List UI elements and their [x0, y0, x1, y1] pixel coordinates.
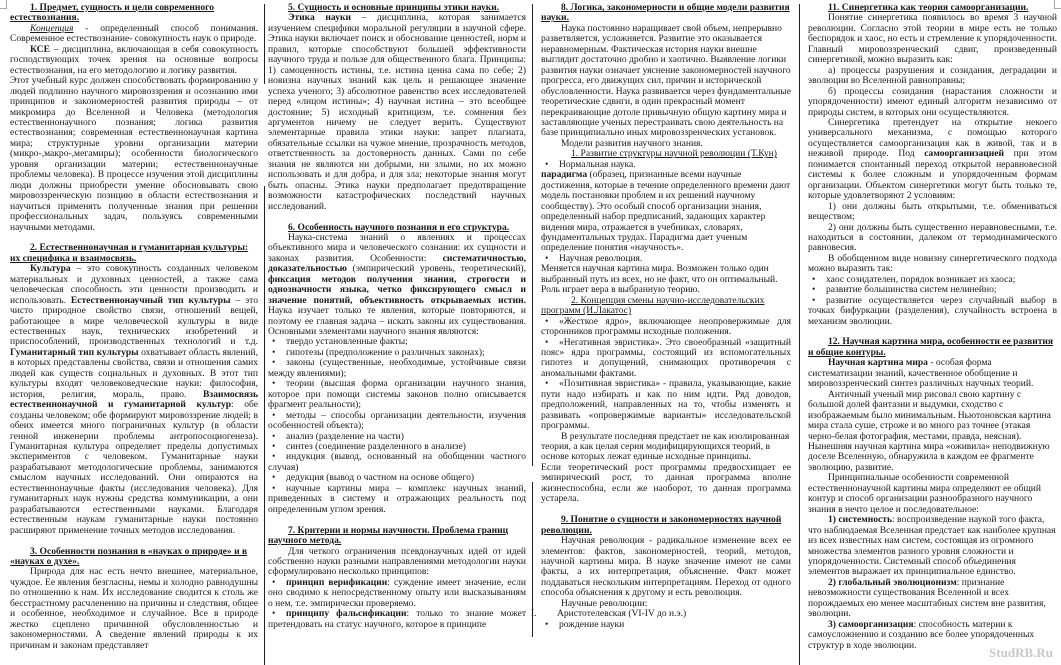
bullet-icon: • — [272, 482, 276, 494]
text-run: 7. Критерии и нормы научности. Проблема границ научного метода. — [268, 524, 509, 547]
bullet-icon: • — [272, 336, 276, 348]
text-run: : способность материи к самоусложнению и созданию все более упорядоченных структур в ходе эволюции. — [808, 618, 1035, 651]
change-bar — [264, 4, 265, 84]
section-heading — [10, 547, 258, 568]
paragraph — [10, 45, 258, 76]
text-run: : суждение имеет значение, если оно сводимо к непосредственному опыту или высказываниям о нем, т.е. эмпирически проверяемо. — [268, 576, 526, 609]
text-run: Научная революция. — [559, 252, 643, 264]
paragraph — [10, 24, 258, 45]
change-bar — [264, 186, 265, 665]
paragraph — [268, 13, 526, 212]
paragraph — [808, 620, 1057, 651]
paragraph — [808, 358, 1057, 389]
paragraph — [808, 254, 1057, 275]
bold-term: самоорганизацией — [924, 148, 1005, 160]
text-run: хаос созидателен, порядок возникает из хаоса; — [826, 273, 1016, 285]
paragraph — [808, 223, 1057, 254]
bold-term: Естественнонаучный тип культуры — [70, 294, 231, 306]
bold-term: Взаимосвязь естественнонаучной и гуманитарной культур — [10, 388, 258, 411]
text-run: дедукция (вывод о частном на основе общего) — [286, 472, 475, 484]
text-run: индукция (вывод, основанный на обобщении частного случая) — [268, 451, 526, 473]
text-run: «Негативная эвристика». Это своеобразный «защитный пояс» ядра программы, состоящий из вспомогательных гипотез и допущений, снимающих противоречия с аномальными фактами. — [541, 336, 791, 379]
paragraph — [541, 432, 791, 463]
text-run: (образец, признанные всеми научные достижения, которые в течение определенного времени дают модель постановки проблем и их решений научному сообществу). Это особый способ организации знания, определенный набор предписаний, задающих характер видения мира, отражается в учебниках, словарях, фундаментальных трудах. Парадигма дает ученым определение понятия «научность». — [541, 169, 791, 254]
list-item — [541, 317, 791, 338]
text-run: 1. Предмет, сущность и цели современного естествознания. — [10, 2, 215, 24]
text-run: гипотезы (предположение о различных законах); — [286, 346, 485, 358]
text-run: Нормальная наука. — [559, 158, 636, 170]
bullet-icon: • — [272, 378, 276, 390]
watermark: StudRB.Ru — [989, 645, 1053, 660]
text-run: – дисциплина, включающая в себя совокупность господствующих точек зрения на основные вопросы естествознания, на его методологию и логику развития. — [10, 43, 258, 76]
paragraph — [808, 87, 1057, 118]
paragraph — [808, 390, 1057, 474]
list-item — [541, 338, 791, 380]
paragraph — [10, 76, 258, 233]
list-item — [268, 452, 526, 473]
paragraph — [268, 233, 526, 338]
text-run: – это совокупность созданных человеком материальных и духовных ценностей, а также сама человеческая способность эти ценности производить и использовать. — [10, 263, 258, 306]
text-run: – это чисто природное свойство связи, отношений вещей, работающее в мире человеческой культуры в виде естественных наук, технических изобретений и приспособлений, производственных технологий и т.д. — [10, 294, 259, 348]
bullet-icon: • — [272, 441, 276, 453]
text-run: при этом понимается спонтанный переход открытой неравновесной системы к более сложным и упорядоченным формам организации. Объектом синергетики могут быть только те, которые удовлетворяют 2 условиям: — [808, 148, 1057, 202]
bold-term: фиксация методов получения знания, строгости и однозначности языка, четко фиксирующего смысл и значение понятий, объективность открываемых истин. — [268, 273, 526, 306]
list-item — [268, 578, 526, 609]
paragraph — [541, 24, 791, 139]
text-run: 11. Синергетика как теория самоорганизации. — [828, 2, 1029, 13]
text-run: развитие большинства систем нелинейно; — [826, 284, 997, 296]
section-heading — [808, 337, 1057, 358]
bullet-icon: • — [545, 336, 549, 348]
change-bar — [532, 4, 533, 466]
bold-term: Научная картина мира — [828, 357, 928, 369]
change-bar — [799, 4, 800, 665]
text-run: 1) они должны быть открытыми, т.е. обмениваться веществом; — [808, 200, 1057, 223]
bold-term: 2) глобальный эволюционизм — [828, 576, 957, 588]
text-run: Если теоретический рост программы предвосхищает ее эмпирический рост, то данная программа вполне жизнеспособна, если же наоборот, то данная программа устарела. — [541, 461, 791, 505]
text-run: методы – способы организации деятельности, изучения особенностей объекта); — [268, 409, 526, 432]
text-run: : признание невозможности существования Вселенной и всех порождаемых ею менее масштабных систем вне развития, эволюции. — [808, 576, 1046, 620]
text-run: В обобщенном виде новизну синергетического подхода можно выразить так: — [808, 252, 1057, 275]
bold-term: парадигма — [541, 169, 588, 181]
text-run: 2) они должны быть существенно неравновесными, т.е. находиться в состоянии, далеком от термодинамического равновесия. — [808, 221, 1057, 254]
list-item — [268, 358, 526, 379]
section-heading — [541, 3, 791, 24]
text-run: теории (высшая форма организации научного знания, которое при помощи системы законов полно описывается фрагмент реальности); — [268, 378, 526, 411]
section-heading — [10, 243, 258, 264]
text-run: анализ (разделение на части) — [286, 430, 404, 442]
paragraph — [808, 473, 1057, 515]
bold-term: Этика науки — [288, 12, 351, 24]
text-run: «Жесткое ядро», включающее неопровержимые для сторонников программы исходные положения. — [541, 315, 791, 338]
text-run: законы (существенные, необходимые, устойчивые связи между явлениями); — [268, 357, 526, 379]
text-run: 6. Особенность научного познания и его структура. — [288, 221, 510, 233]
text-run: развитие осуществляется через случайный выбор в точках бифуркации (разделения), случайность встроена в механизм эволюции. — [808, 294, 1057, 327]
text-run: Для четкого ограничения псевдонаучных идей от идей собственно науки разными направлениями методологии науки сформулировано несколько принципов: — [268, 545, 526, 578]
paragraph — [808, 13, 1057, 65]
bold-term: систематичностью, доказательностью — [268, 252, 526, 275]
text-run: : только то знание может претендовать на статус научного, которое в принципе — [268, 608, 526, 630]
text-run: : воспроизведение наукой того факта, что наблюдаемая Вселенная предстает как наиболее крупная из всех известных нам систем, состоящая из огромного множества элементов разного уровня сложности и упорядоченности. Системный способ объединения элементов выражает их принципиальное единство. — [808, 514, 1056, 578]
text-run: Наука изучает только те явления, которые повторяются, и поэтому ее главная задача – искать законы их существования. Основными элементами научного знания являются: — [268, 305, 526, 338]
text-run: 8. Логика, закономерности и общие модели развития науки. — [541, 2, 790, 24]
text-run: охватывает область явлений, в которых представлены свойства, связи и отношения самих людей как существ социальных и духовных. В этот тип культуры входят человековедческие науки: философия, история, религия, мораль, право. — [10, 346, 258, 400]
bullet-icon: • — [272, 430, 276, 442]
paragraph — [808, 118, 1057, 202]
paragraph — [10, 264, 258, 536]
paragraph — [268, 547, 526, 578]
text-run: б) процессы созидания (нарастания сложности и упорядоченности) имеют единый алгоритм независимо от природы систем, в которых они осуществляются. — [808, 85, 1057, 118]
text-run: 9. Понятие о сущности и закономерностях научной революции. — [541, 514, 782, 536]
section-heading — [10, 3, 258, 24]
paragraph — [808, 66, 1057, 87]
bullet-icon: • — [272, 346, 276, 358]
text-run: Научные революции: — [561, 597, 648, 609]
bullet-icon: • — [545, 618, 549, 630]
text-run: Наука постоянно наращивает свой объем, непрерывно разветвляется, усложняется. Развитие это оказывается неравномерным. Фактическая история науки внешне выглядит достаточно дробно и хаотично. Выявление логики развития науки означает уяснение закономерностей научного прогресса, его движущих сил, причин и исторической обусловленности. Наука развивается через фундаментальные теоретические сдвиги, в один прекрасный момент перекраивающие дотоле привычную общую картину мира и заставляющие ученых перестраивать свою деятельность на базе принципиально иных мировоззренческих установок. — [541, 22, 791, 139]
text-run: - определенный способ понимания. Современное естествознание- совокупность наук о природе. — [10, 22, 258, 45]
text-run: (эмпирический уровень, теоретический), — [346, 263, 526, 275]
text-run: Научная революция - радикальное изменение всех ее элементов: фактов, закономерностей, теорий, методов, научной картины мира. В науке значение имеют не сами факты, а их интерпретация, объяснение. Факт может поддаваться нескольким интерпретациям. Переход от одного способа объяснения к другому и есть революция. — [541, 535, 791, 599]
list-item — [808, 296, 1057, 327]
paragraph — [808, 578, 1057, 620]
list-item — [268, 411, 526, 432]
text-run: - особая форма систематизации знаний, качественное обобщение и мировоззренческий синтез различных научных теорий. — [808, 357, 1034, 390]
bold-term: принципу фальсификации — [286, 608, 407, 620]
text-run: В результате последняя предстает не как изолированная теория, а как целая серия модифицирующихся теорий, в основе которых лежат единые исходные принципы. — [541, 430, 790, 463]
column-1 — [10, 3, 258, 663]
section-heading — [268, 526, 526, 547]
text-run: Наука-система знаний о явлениях и процессах объективного мира и человеческого сознания: их сущности и законах развития. Особенности: — [268, 231, 526, 264]
bullet-icon: • — [812, 294, 816, 306]
paragraph — [541, 463, 791, 505]
text-run: Понятие синергетика появилось во время 3 научной революции. Согласно этой теории в мире есть не только беспорядок и хаос, но есть и стремление к упорядоченности. Главный мировоззренческий сдвиг, произведенный синергетикой, можно выразить как: — [808, 12, 1057, 66]
bullet-icon: • — [812, 284, 816, 296]
paragraph — [10, 567, 258, 651]
bold-term: принцип верификации — [286, 576, 388, 588]
section-heading — [541, 515, 791, 536]
text-run: научные картины мира – комплекс научных знаний, приведенных в систему и отражающих реальность под определенным углом зрения. — [268, 482, 526, 515]
subheading — [541, 296, 791, 317]
bold-term: Гуманитарный тип культуры — [10, 346, 139, 358]
bullet-icon: • — [272, 608, 276, 620]
list-item — [268, 379, 526, 410]
column-4 — [808, 3, 1057, 663]
text-run: : обе созданы человеком; обе формируют мировоззрение людей; в обеих имеется много пограничных культур (в области генной инженерии проблемы антропосоциогенеза). Гуманитарная культура определяет пределы допустимых экспериментов с человеком. Гуманитарные науки разрабатывают методологические проблемы, занимаются смыслом научных исследований. Они опираются на естественнонаучные факты (исследования человека). Для гуманитарных наук нужны средства коммуникации, а они разрабатываются естественными науками. Благодаря естественным наукам гуманитарные науки постоянно расширяют применение точных методов исследования. — [10, 399, 258, 536]
list-item — [268, 484, 526, 515]
bold-term: Культура — [30, 263, 71, 275]
list-item — [541, 620, 791, 630]
text-run: – дисциплина, которая занимается изучением специфики моральной регуляции в научной сфере. Этика науки включает поиск и обоснование ценностей, норм и правил, которые способствуют большей эффективности научного труда и пользе для общественного блага. Принципы: 1) самоценность истины, т.е. истина ценна сама по себе; 2) новизна научных знаний как цель и решающее значение успеха ученого; 3) абсолютное равенство всех исследователей перед «лицом истины»; 4) научная истина – это всеобщее достояние; 5) исходный критицизм, т.е. сомнения без аргументов ничему не следует верить. Существуют элементарные правила этики науки: запрет плагиата, обязательные ссылки на чужое мнение, прозрачность методов, ответственность за достоверность данных. Сами по себе знания не являются ни добрыми, ни злыми, но их можно использовать и для добра, и для зла; некоторые знания могут быть опасны. Этика науки предполагает предотвращение возможности катастрофических последствий научных исследований. — [268, 12, 526, 212]
paragraph — [541, 264, 791, 295]
text-run: Принципиальные особенности современной естественнонаучной картины мира определяют ее общий контур и способ организации разнообразного научного знания в нечто целое и последовательное: — [808, 472, 1042, 515]
bullet-icon: • — [272, 451, 276, 463]
bold-term: 1) системность — [828, 514, 892, 526]
bullet-icon: • — [272, 472, 276, 484]
text-run: Меняется научная картина мира. Возможен только один выбранный путь из всех, но не факт, что он оптимальный. Роль играет вера в выбранную теорию. — [541, 263, 778, 296]
bullet-icon: • — [545, 315, 549, 327]
bullet-icon: • — [272, 409, 276, 421]
text-run: синтез (соединение разделенного в анализе) — [286, 441, 466, 453]
text-run: Синергетика претендует на открытие некоего универсального механизма, с помощью которого осуществляется самоорганизация как в живой, так и в неживой природе. Под — [808, 116, 1057, 160]
text-run: Концепция — [30, 22, 74, 34]
text-run: Этот учебный курс должен способствовать формированию у людей подлинно научного мировоззрения и осознанию ими принципов и закономерностей развития природы – от микромира до Вселенной и Человека (методология естественнонаучного познания; логика развития естествознания; современная естественнонаучная картина мира; структурные уровни организации материи (микро-,макро-,мегамиры); особенности биологического уровня организации материи; естественнонаучные проблемы человека). В процессе изучения этой дисциплины люди должны приобрести умение обосновывать свою мировоззренческую позицию в области естествознания и научиться применять полученные знания при решении профессиональных задач, пользуясь современными научными методами. — [10, 75, 258, 233]
text-run: Античный ученый мир рисовал свою картину с большой долей фантазии и выдумки, сходство с изображаемым было минимальным. Ньютоновская картина мира стала суше, строже и во много раз точнее (этакая черно-белая фотография, местами, правда, неясная). Нынешняя научная картина мира «оживила» неподвижную доселе Вселенную, обнаружила в каждом ее фрагменте эволюцию, развитие. — [808, 388, 1051, 473]
bullet-icon: • — [272, 357, 276, 369]
column-3 — [531, 2, 791, 663]
bullet-icon: • — [545, 158, 549, 170]
bold-term: 3) самоорганизация — [828, 618, 914, 630]
list-marker: I. — [531, 608, 537, 620]
column-2 — [268, 3, 526, 663]
paragraph — [808, 515, 1057, 578]
bullet-icon: • — [812, 273, 816, 285]
text-run: Модели развития научного знания. — [561, 137, 703, 149]
page-corner-mark — [0, 0, 7, 9]
text-run: 2. Естественнонаучная и гуманитарная культуры: их специфика и взаимосвязь. — [10, 242, 249, 264]
bullet-icon: • — [272, 576, 276, 588]
bullet-icon: • — [545, 252, 549, 264]
text-run: рождение науки — [559, 618, 625, 630]
text-run: 5. Сущность и основные принципы этики науки. — [288, 2, 500, 13]
paragraph — [808, 202, 1057, 223]
text-run: 3. Особенности познания в «науках о природе» и в «науках о духе». — [10, 545, 248, 567]
text-run: а) процессы разрушения и созидания, деградации и эволюции во Вселенной равноправны; — [808, 64, 1057, 87]
bold-term: КСЕ — [30, 43, 50, 55]
text-run: Природа для нас есть нечто внешнее, материальное, чуждое. Ее явления безгласны, немы и холодно равнодушны по отношению к нам. Их исследование сводится к столь же бесстрастному расчленению на причины и следствия, общее и особенное, необходимое и случайное. Все в природе жестко сцеплено причинной обусловленностью и закономерностями. А сведение явлений природы к их причинам и законам представляет — [10, 566, 258, 651]
text-run: Аристотелевская (VI-IV до н.э.) — [557, 608, 687, 620]
text-run: «Позитивная эвристика» - правила, указывающие, какие пути надо избирать и как по ним идти. Ряд доводов, предположений, направленных на то, чтобы изменять и развивать «опровержимые варианты» исследовательской программы. — [541, 378, 791, 432]
text-run: 2. Концепция смены научно-исследовательских программ (И.Лакатос) — [541, 294, 765, 317]
text-run: 12. Научная картина мира, особенности ее развития и общие контуры. — [808, 336, 1054, 358]
list-item — [268, 609, 526, 630]
paragraph — [541, 170, 791, 254]
list-item — [541, 379, 791, 431]
text-run: 1. Развитие структуры научной революции (Т.Кун) — [571, 148, 777, 160]
text-run: твердо установленные факты; — [286, 336, 408, 348]
paragraph — [541, 536, 791, 599]
bullet-icon: • — [545, 378, 549, 390]
